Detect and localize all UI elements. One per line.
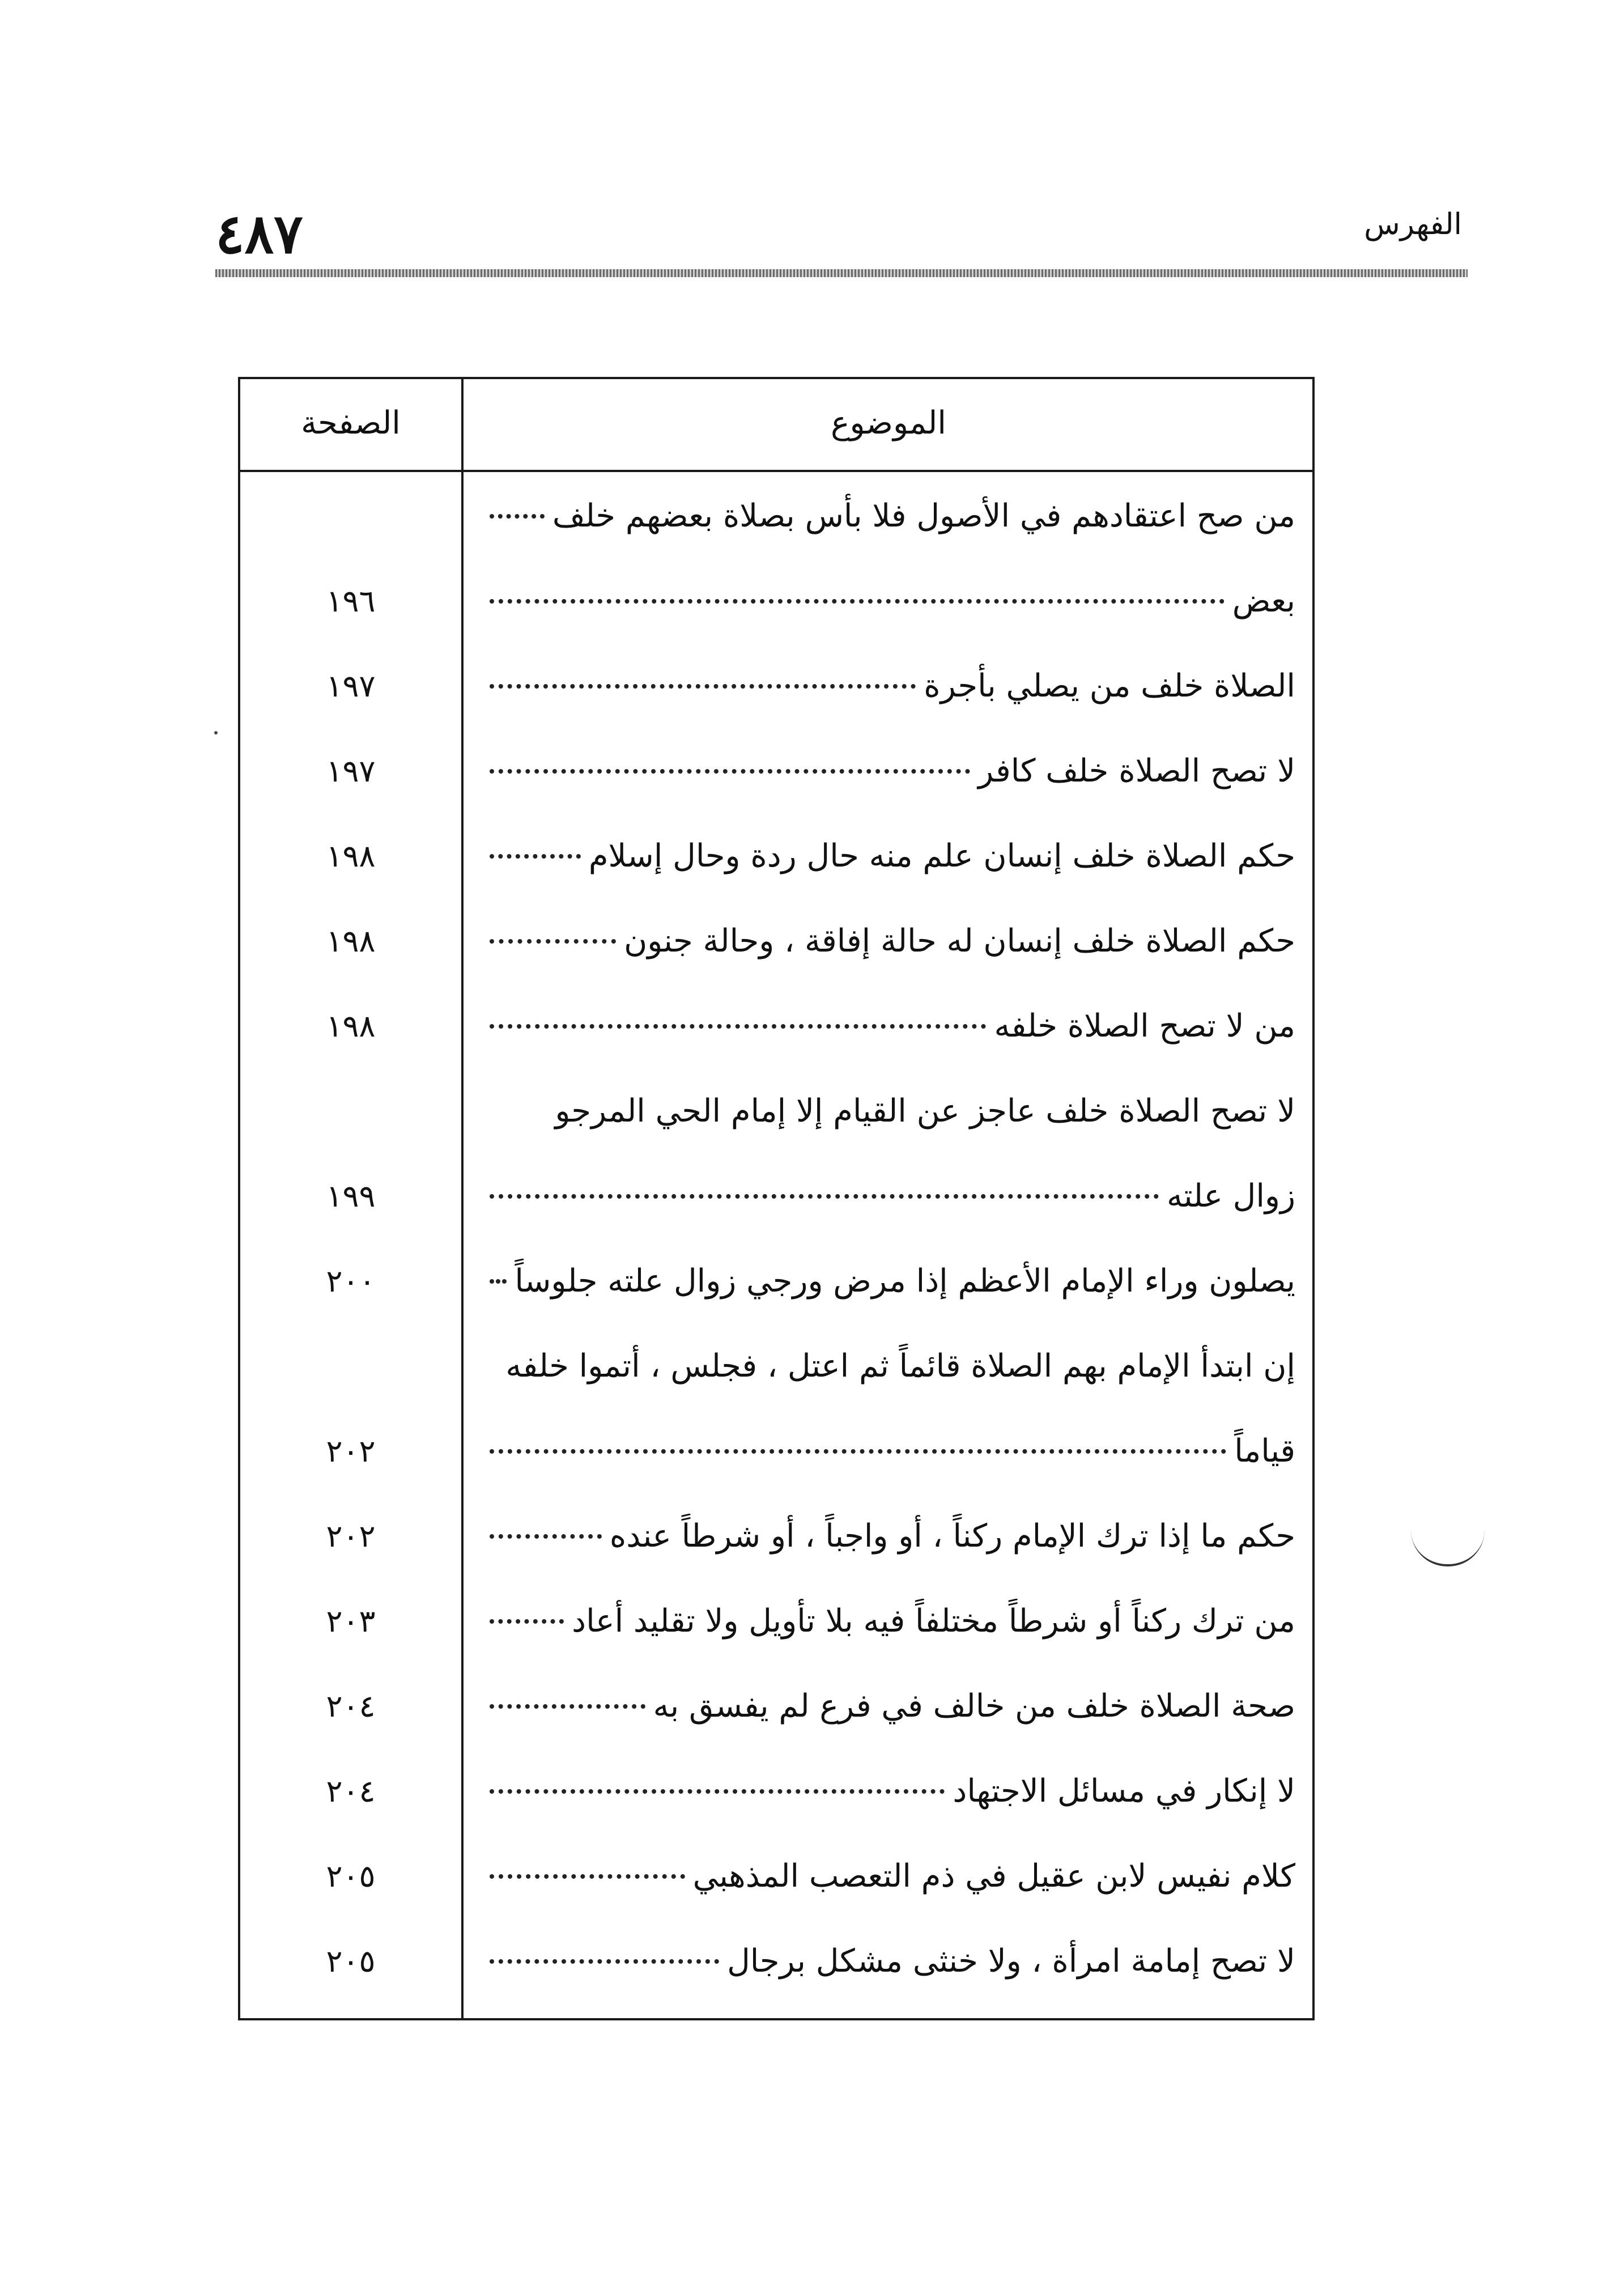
toc-rows	[240, 472, 1312, 2002]
dot-leader	[490, 1449, 1226, 1454]
dot-leader	[490, 1279, 507, 1284]
toc-row	[240, 472, 1312, 557]
toc-row	[240, 1662, 1312, 1747]
toc-row	[240, 1832, 1312, 1917]
toc-topic: صحة الصلاة خلف من خالف في فرع لم يفسق به	[653, 1688, 1295, 1725]
toc-page-number: ١٩٧	[326, 668, 376, 704]
toc-page-number: ٢٠٢	[326, 1518, 376, 1554]
toc-topic: الصلاة خلف من يصلي بأجرة	[924, 668, 1295, 704]
toc-entry	[490, 834, 1295, 879]
toc-page-number: ٢٠٤	[326, 1773, 376, 1809]
page-number: ٤٨٧	[215, 202, 303, 266]
toc-table	[238, 377, 1315, 2020]
toc-row	[240, 1322, 1312, 1407]
toc-entry	[490, 1514, 1295, 1559]
toc-row	[240, 897, 1312, 982]
toc-row	[240, 1237, 1312, 1322]
dot-leader	[490, 854, 581, 859]
toc-entry	[490, 579, 1295, 624]
toc-row	[240, 1067, 1312, 1152]
toc-row	[240, 1577, 1312, 1662]
margin-mark	[1411, 1530, 1485, 1566]
toc-topic: لا إنكار في مسائل الاجتهاد	[953, 1773, 1295, 1810]
margin-mark	[214, 731, 218, 734]
toc-row	[240, 812, 1312, 897]
toc-row	[240, 1407, 1312, 1492]
toc-topic: من ترك ركناً أو شرطاً مختلفاً فيه بلا تأويل ولا تقليد أعاد	[572, 1603, 1295, 1640]
toc-entry	[490, 919, 1295, 964]
toc-entry	[490, 1684, 1295, 1729]
dot-leader	[490, 939, 616, 944]
dot-leader	[490, 1534, 602, 1539]
toc-page-number: ٢٠٣	[326, 1603, 376, 1639]
toc-topic: زوال علته	[1166, 1178, 1295, 1215]
toc-row	[240, 727, 1312, 812]
toc-page-number: ٢٠٥	[326, 1858, 376, 1894]
toc-entry	[490, 1174, 1295, 1219]
toc-topic: قياماً	[1234, 1433, 1295, 1470]
toc-row	[240, 1747, 1312, 1832]
dot-leader	[490, 1874, 685, 1879]
dot-leader	[490, 1704, 645, 1709]
toc-topic: لا تصح الصلاة خلف كافر	[978, 753, 1295, 789]
toc-entry	[490, 664, 1295, 709]
dot-leader	[490, 1789, 945, 1794]
dot-leader	[490, 599, 1225, 604]
dot-leader	[490, 514, 545, 519]
dot-leader	[490, 1024, 986, 1029]
toc-row	[240, 557, 1312, 642]
dot-leader	[490, 769, 970, 774]
toc-page-number: ١٩٧	[326, 753, 376, 789]
toc-entry	[490, 1429, 1295, 1474]
toc-entry	[490, 1089, 1295, 1134]
toc-topic: من صح اعتقادهم في الأصول فلا بأس بصلاة بعضهم خلف	[552, 498, 1295, 534]
column-header-topic: الموضوع	[831, 405, 946, 441]
toc-page-number: ١٩٨	[326, 1008, 376, 1044]
toc-entry	[490, 494, 1295, 539]
dot-leader	[490, 1619, 564, 1624]
toc-page-number: ١٩٦	[326, 583, 376, 619]
toc-topic: من لا تصح الصلاة خلفه	[994, 1008, 1295, 1044]
toc-topic: إن ابتدأ الإمام بهم الصلاة قائماً ثم اعتل ، فجلس ، أتموا خلفه	[505, 1348, 1295, 1385]
toc-topic: بعض	[1232, 583, 1295, 619]
toc-row	[240, 1917, 1312, 2002]
toc-row	[240, 1492, 1312, 1577]
dot-leader	[490, 1959, 719, 1964]
toc-row	[240, 1152, 1312, 1237]
toc-page-number: ١٩٨	[326, 838, 376, 874]
toc-entry	[490, 1004, 1295, 1049]
running-title: الفهرس	[1364, 207, 1462, 241]
dot-leader	[490, 684, 916, 689]
toc-row	[240, 982, 1312, 1067]
toc-entry	[490, 1854, 1295, 1899]
toc-page-number: ٢٠٤	[326, 1688, 376, 1724]
toc-topic: حكم ما إذا ترك الإمام ركناً ، أو واجباً ، أو شرطاً عنده	[609, 1518, 1295, 1555]
toc-entry	[490, 1599, 1295, 1644]
toc-page-number: ٢٠٠	[326, 1263, 376, 1299]
toc-page-number: ٢٠٥	[326, 1943, 376, 1979]
column-header-page: الصفحة	[301, 405, 401, 441]
toc-page-number: ١٩٩	[326, 1178, 376, 1214]
toc-topic: يصلون وراء الإمام الأعظم إذا مرض ورجي زوال علته جلوساً	[515, 1263, 1295, 1300]
toc-topic: حكم الصلاة خلف إنسان له حالة إفاقة ، وحالة جنون	[624, 923, 1295, 959]
toc-page-number: ١٩٨	[326, 923, 376, 959]
dot-leader	[490, 1194, 1159, 1199]
toc-entry	[490, 1344, 1295, 1389]
toc-entry	[490, 1769, 1295, 1814]
toc-topic: كلام نفيس لابن عقيل في ذم التعصب المذهبي	[692, 1858, 1295, 1895]
toc-entry	[490, 1939, 1295, 1984]
toc-entry	[490, 1259, 1295, 1304]
toc-topic: حكم الصلاة خلف إنسان علم منه حال ردة وحال إسلام	[588, 838, 1295, 874]
header-rule	[215, 269, 1468, 277]
toc-topic: لا تصح إمامة امرأة ، ولا خنثى مشكل برجال	[727, 1943, 1295, 1980]
toc-row	[240, 642, 1312, 727]
toc-topic: لا تصح الصلاة خلف عاجز عن القيام إلا إمام الحي المرجو	[555, 1093, 1295, 1129]
toc-page-number: ٢٠٢	[326, 1433, 376, 1469]
toc-entry	[490, 749, 1295, 794]
